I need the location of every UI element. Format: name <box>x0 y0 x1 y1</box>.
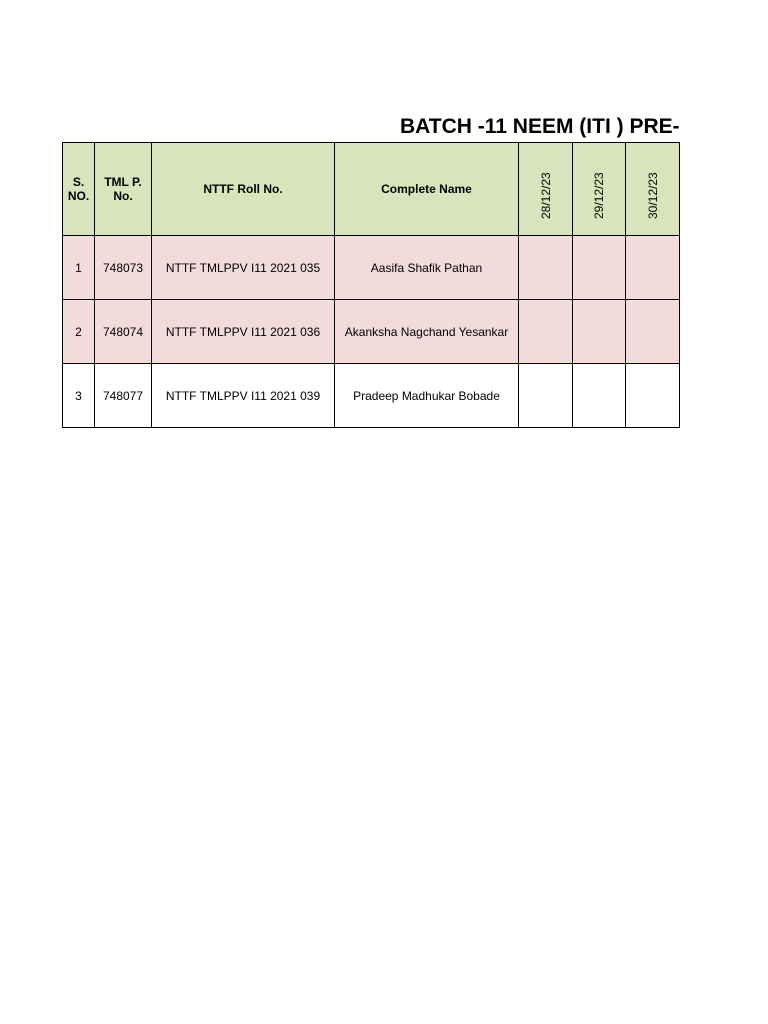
cell-roll-no: NTTF TMLPPV I11 2021 035 <box>152 236 335 300</box>
header-row <box>63 143 680 236</box>
cell-attendance[interactable] <box>519 300 573 364</box>
table-row <box>63 364 680 428</box>
header-complete-name: Complete Name <box>335 143 519 236</box>
cell-attendance[interactable] <box>519 364 573 428</box>
cell-name: Akanksha Nagchand Yesankar <box>335 300 519 364</box>
cell-attendance[interactable] <box>626 300 680 364</box>
sheet-title: BATCH -11 NEEM (ITI ) PRE- <box>400 115 680 138</box>
header-date-2 <box>573 143 626 236</box>
cell-roll-no: NTTF TMLPPV I11 2021 036 <box>152 300 335 364</box>
header-date-3 <box>626 143 680 236</box>
sheet-title-container <box>380 110 680 144</box>
cell-attendance[interactable] <box>519 236 573 300</box>
cell-sno: 1 <box>63 236 95 300</box>
header-sno: S. NO. <box>63 143 95 236</box>
header-date-1 <box>519 143 573 236</box>
cell-tml-p-no: 748077 <box>95 364 152 428</box>
table-row <box>63 236 680 300</box>
header-tml-p-no: TML P. No. <box>95 143 152 236</box>
cell-sno: 2 <box>63 300 95 364</box>
cell-attendance[interactable] <box>626 236 680 300</box>
attendance-table <box>62 142 680 428</box>
cell-attendance[interactable] <box>573 300 626 364</box>
cell-name: Pradeep Madhukar Bobade <box>335 364 519 428</box>
date-label: 28/12/23 <box>538 172 553 219</box>
cell-attendance[interactable] <box>626 364 680 428</box>
date-label: 29/12/23 <box>592 172 606 219</box>
cell-name: Aasifa Shafik Pathan <box>335 236 519 300</box>
date-label: 30/12/23 <box>645 172 660 219</box>
cell-tml-p-no: 748073 <box>95 236 152 300</box>
cell-tml-p-no: 748074 <box>95 300 152 364</box>
header-nttf-roll-no: NTTF Roll No. <box>152 143 335 236</box>
cell-attendance[interactable] <box>573 236 626 300</box>
cell-attendance[interactable] <box>573 364 626 428</box>
cell-roll-no: NTTF TMLPPV I11 2021 039 <box>152 364 335 428</box>
table-row <box>63 300 680 364</box>
cell-sno: 3 <box>63 364 95 428</box>
